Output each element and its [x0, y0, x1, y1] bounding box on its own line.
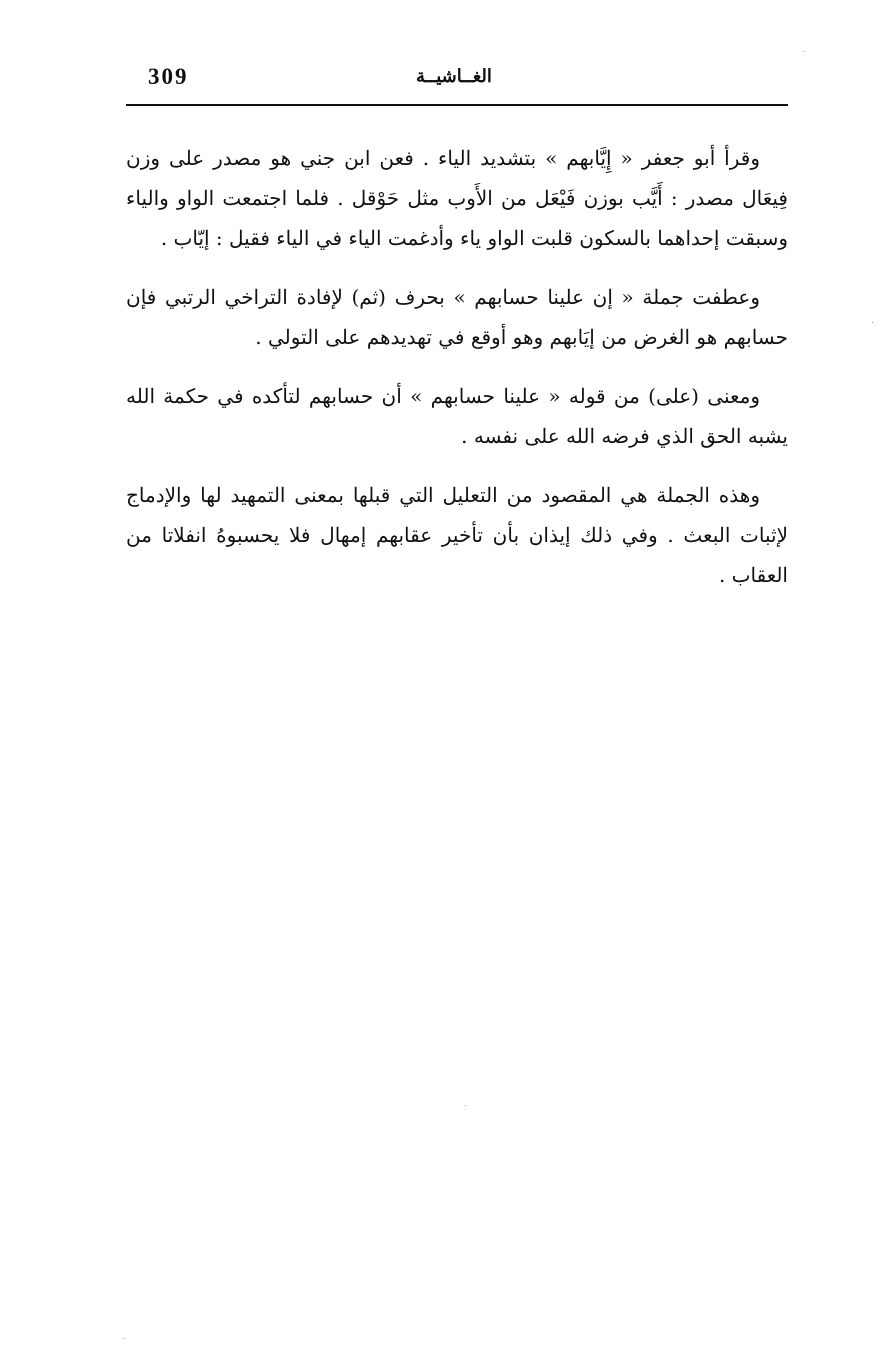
- paragraph-text: وقرأ أبو جعفر « إِيَّابهم » بتشديد الياء . فعن ابن جني هو مصدر على وزن فِيعَال مصدر : أَيَّب بوزن فَيْعَل من الأَوب مثل حَوْقل . فلما اجتمعت الواو والياء وسبقت إحداهما بالسكون قلبت الواو ياء وأدغمت الياء في الياء فقيل : إيّاب .: [126, 146, 788, 250]
- paragraph-text: ومعنى (على) من قوله « علينا حسابهم » أن حسابهم لتأكده في حكمة الله يشبه الحق الذي فرضه الله على نفسه .: [126, 384, 788, 448]
- paragraph: [126, 138, 788, 258]
- scan-speck: [803, 51, 804, 52]
- scan-speck: [123, 1338, 124, 1339]
- paragraph: [126, 376, 788, 456]
- paragraph-text: وهذه الجملة هي المقصود من التعليل التي قبلها بمعنى التمهيد لها والإدماج لإثبات البعث . وفي ذلك إيذان بأن تأخير عقابهم إمهال فلا يحسبوهُ انفلاتا من العقاب .: [126, 483, 788, 587]
- scan-speck: [465, 1105, 466, 1106]
- paragraph: [126, 277, 788, 357]
- page-header: [126, 62, 788, 106]
- scan-speck: [872, 322, 873, 323]
- header-rule: [126, 104, 788, 106]
- page-body: [126, 138, 788, 614]
- surah-title: الغــاشيــة: [416, 66, 492, 87]
- paragraph-text: وعطفت جملة « إن علينا حسابهم » بحرف (ثم) لإفادة التراخي الرتبي فإن حسابهم هو الغرض من إيَابهم وهو أوقع في تهديدهم على التولي .: [126, 285, 788, 349]
- paragraph: [126, 475, 788, 595]
- page-number: 309: [148, 64, 189, 89]
